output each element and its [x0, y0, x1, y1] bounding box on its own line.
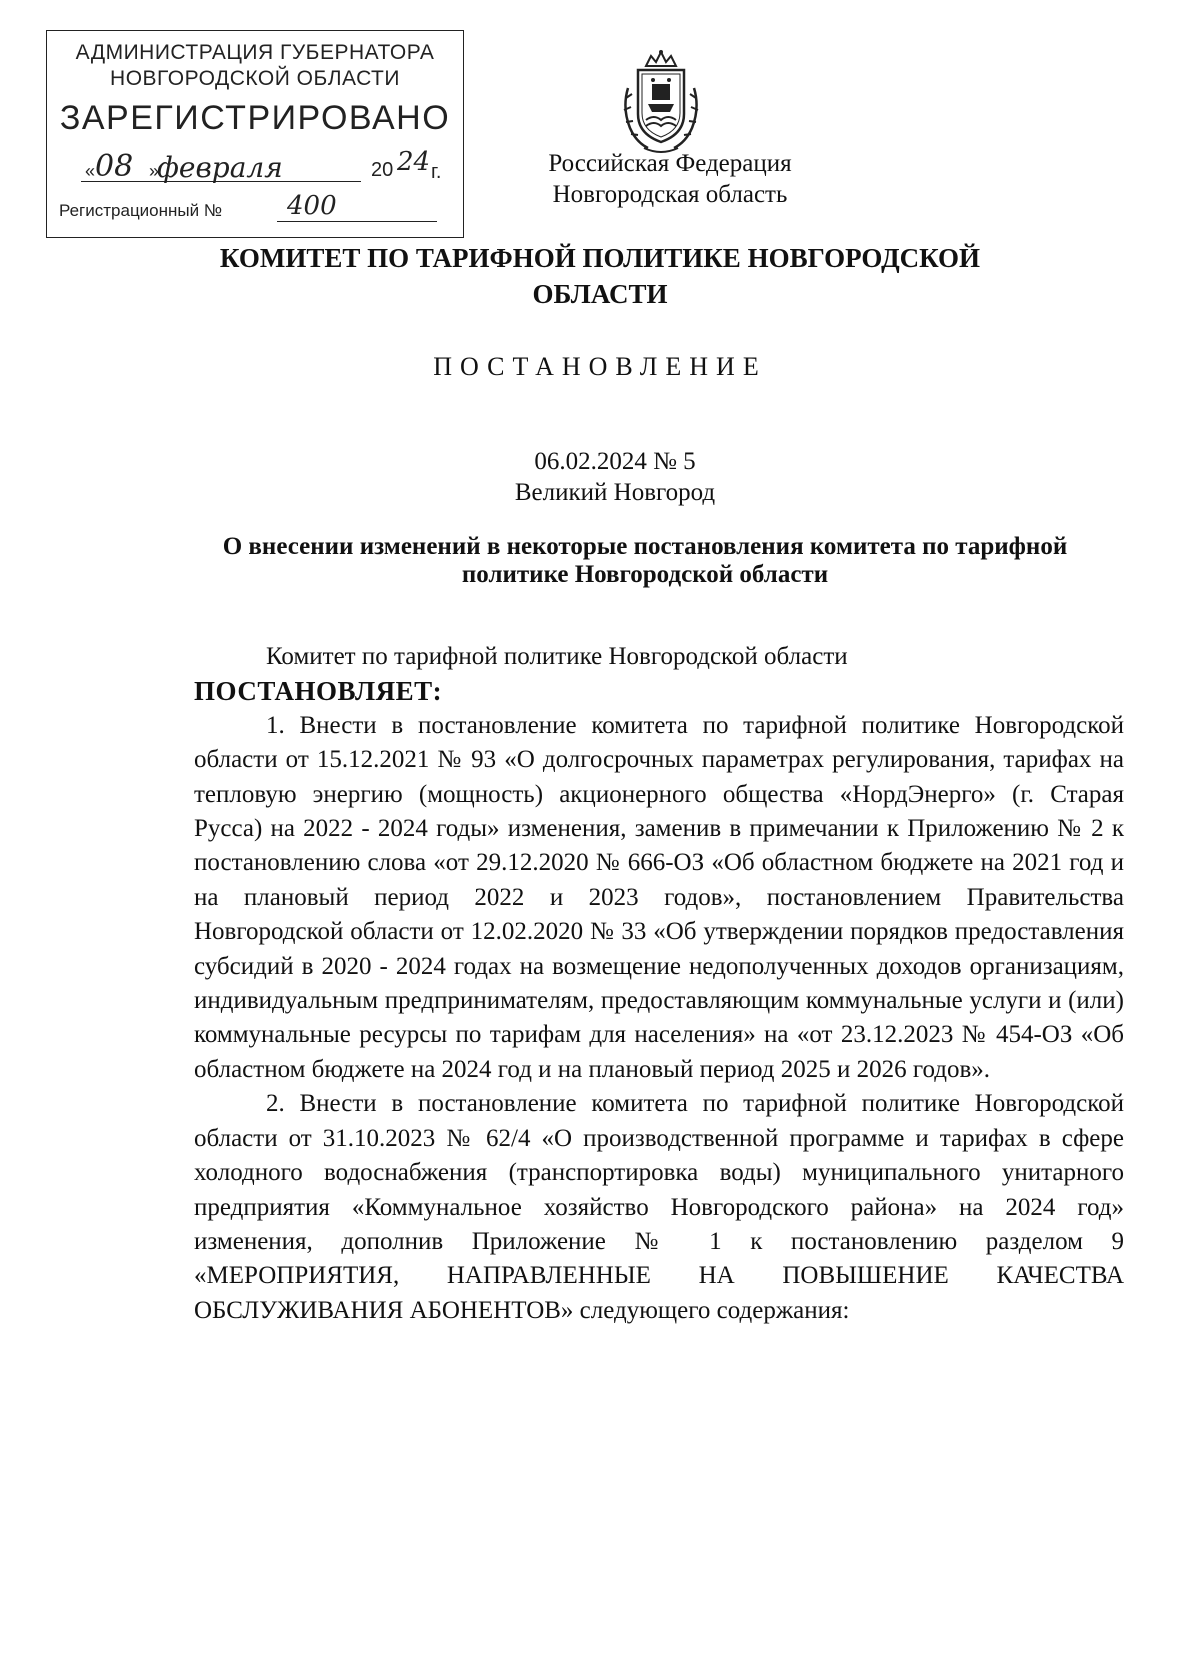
document-subject: О внесении изменений в некоторые постановления комитета по тарифной политике Новгородской области: [222, 533, 1068, 588]
document-number: 06.02.2024 № 5: [534, 448, 696, 475]
stamp-date: « 08 » февраля 20 24 г.: [69, 149, 449, 189]
stamp-year-prefix: 20: [371, 159, 394, 181]
stamp-day: 08: [95, 149, 134, 184]
intro-text: Комитет по тарифной политике Новгородской области: [266, 643, 848, 670]
verdict-heading: ПОСТАНОВЛЯЕТ:: [194, 676, 443, 707]
registration-stamp: [46, 30, 464, 238]
stamp-reg-label: Регистрационный №: [59, 201, 223, 220]
paragraph-2: 2. Внести в постановление комитета по тарифной политике Новгородской области от 31.10.2023 № 62/4 «О производственной программе и тарифах в сфере холодного водоснабжения (транспортировка воды) муниципального унитарного предприятия «Коммунальное хозяйство Новгородского района» на 2024 год» изменения, дополнив Приложение № 1 к постановлению разделом 9 «МЕРОПРИЯТИЯ, НАПРАВЛЕННЫЕ НА ПОВЫШЕНИЕ КАЧЕСТВА ОБСЛУЖИВАНИЯ АБОНЕНТОВ» следующего содержания:: [194, 1090, 1124, 1324]
country-name: Российская Федерация: [548, 150, 792, 177]
paragraph-1: 1. Внести в постановление комитета по тарифной политике Новгородской области от 15.12.2021 № 93 «О долгосрочных параметрах регулирования, тарифах на тепловую энергию (мощность) акционерного общества «НордЭнерго» (г. Старая Русса) на 2022 - 2024 годы» изменения, заменив в примечании к Приложению № 2 к постановлению слова «от 29.12.2020 № 666-ОЗ «Об областном бюджете на 2021 год и на плановый период 2022 и 2023 годов», постановлением Правительства Новгородской области от 12.02.2020 № 33 «Об утверждении порядков предоставления субсидий в 2020 - 2024 годах на возмещение недополученных доходов организациям, индивидуальным предпринимателям, предоставляющим коммунальные услуги и (или) коммунальные ресурсы по тарифам для населения» на «от 23.12.2023 № 454-ОЗ «Об областном бюджете на 2024 год и на плановый период 2025 и 2026 годов».: [194, 711, 1124, 1083]
stamp-registered: ЗАРЕГИСТРИРОВАНО: [59, 99, 451, 137]
stamp-month: февраля: [157, 151, 283, 184]
region-name: Новгородская область: [552, 181, 788, 208]
stamp-year-suffix: 24: [397, 147, 431, 177]
committee-title: КОМИТЕТ ПО ТАРИФНОЙ ПОЛИТИКЕ НОВГОРОДСКОЙ ОБЛАСТИ: [219, 243, 981, 309]
stamp-org-line1: АДМИНИСТРАЦИЯ ГУБЕРНАТОРА: [75, 41, 435, 64]
stamp-year-unit: г.: [431, 161, 442, 183]
coat-of-arms-icon: [618, 48, 704, 156]
city-name: Великий Новгород: [514, 479, 716, 506]
document-body: [194, 640, 1124, 1328]
document-type: ПОСТАНОВЛЕНИЕ: [433, 352, 767, 381]
stamp-reg-number: 400: [287, 191, 337, 221]
stamp-org-line2: НОВГОРОДСКОЙ ОБЛАСТИ: [110, 67, 400, 90]
